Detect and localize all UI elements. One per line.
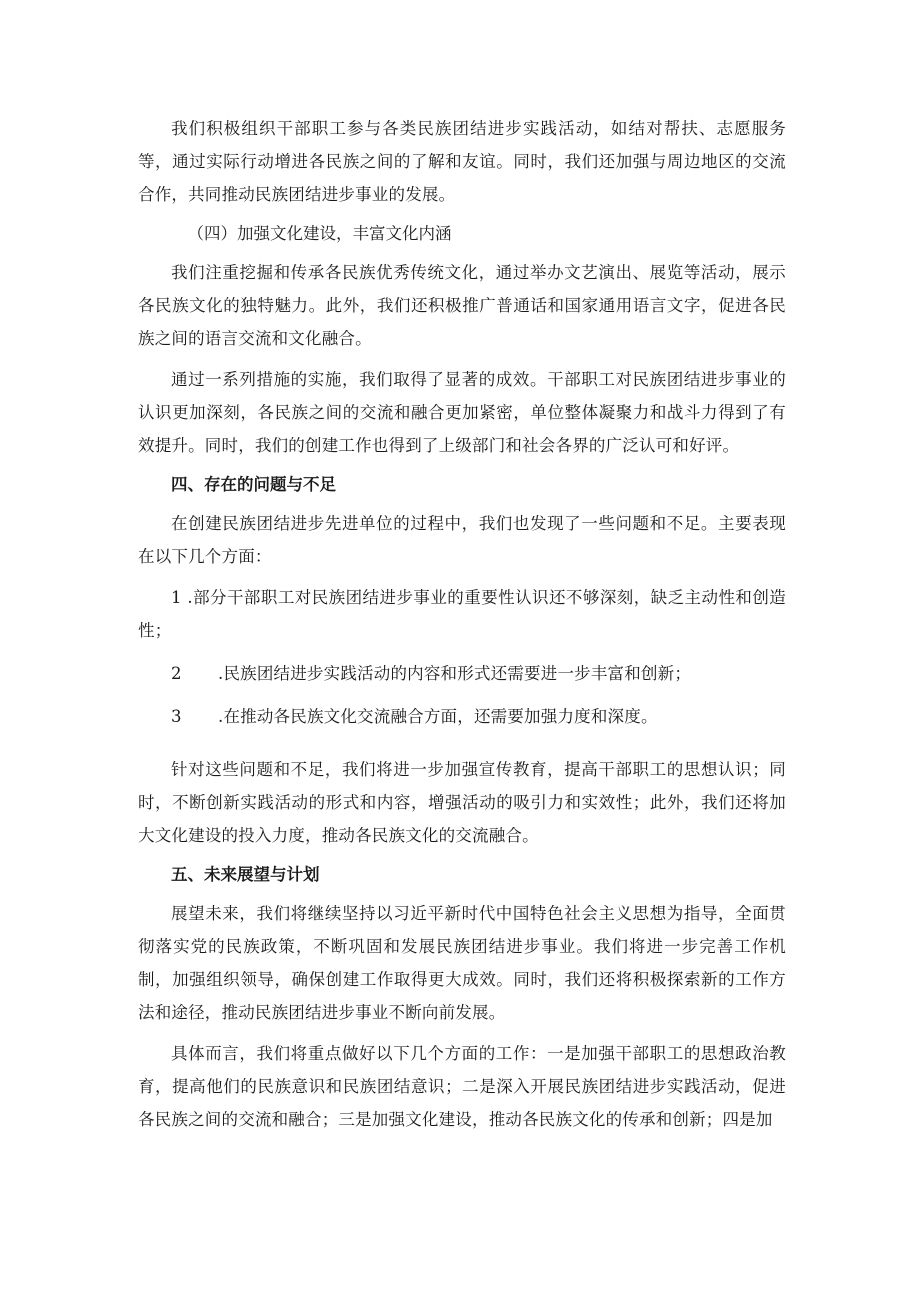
paragraph-achievements: 通过一系列措施的实施，我们取得了显著的成效。干部职工对民族团结进步事业的认识更加深刻，各民族之间的交流和融合更加紧密，单位整体凝聚力和战斗力得到了有效提升。同时，我们的创建工作也得到了上级部门和社会各界的广泛认可和好评。 <box>138 370 786 455</box>
list-item-text: .民族团结进步实践活动的内容和形式还需要进一步丰富和创新； <box>218 664 692 683</box>
list-item-number: 3 <box>171 707 182 726</box>
list-item-text: .部分干部职工对民族团结进步事业的重要性认识还不够深刻，缺乏主动性和创造性； <box>138 588 786 640</box>
section-heading-problems: 四、存在的问题与不足 <box>171 475 336 494</box>
paragraph-culture-heritage: 我们注重挖掘和传承各民族优秀传统文化，通过举办文艺演出、展览等活动，展示各民族文化的独特魅力。此外，我们还积极推广普通话和国家通用语言文字，促进各民族之间的语言交流和文化融合。 <box>138 263 786 348</box>
paragraph-specific-work: 具体而言，我们将重点做好以下几个方面的工作：一是加强干部职工的思想政治教育，提高他们的民族意识和民族团结意识；二是深入开展民族团结进步实践活动，促进各民族之间的交流和融合；三是加强文化建设，推动各民族文化的传承和创新；四是加 <box>138 1044 786 1129</box>
list-item-number: 1 <box>171 588 182 607</box>
paragraph-improvement-measures: 针对这些问题和不足，我们将进一步加强宣传教育，提高干部职工的思想认识；同时，不断创新实践活动的形式和内容，增强活动的吸引力和实效性；此外，我们还将加大文化建设的投入力度，推动各民族文化的交流融合。 <box>138 760 786 845</box>
paragraph-practice-activities: 我们积极组织干部职工参与各类民族团结进步实践活动，如结对帮扶、志愿服务等，通过实际行动增进各民族之间的了解和友谊。同时，我们还加强与周边地区的交流合作，共同推动民族团结进步事业的发展。 <box>138 119 786 204</box>
list-item <box>138 700 786 733</box>
document-body <box>138 112 786 1136</box>
paragraph-outlook: 展望未来，我们将继续坚持以习近平新时代中国特色社会主义思想为指导，全面贯彻落实党的民族政策，不断巩固和发展民族团结进步事业。我们将进一步完善工作机制，加强组织领导，确保创建工作取得更大成效。同时，我们还将积极探索新的工作方法和途径，推动民族团结进步事业不断向前发展。 <box>138 904 786 1022</box>
section-heading-future-plans: 五、未来展望与计划 <box>171 865 320 884</box>
list-item-text: .在推动各民族文化交流融合方面，还需要加强力度和深度。 <box>218 707 658 726</box>
list-item-number: 2 <box>171 664 182 683</box>
list-item <box>138 581 786 647</box>
problems-list <box>138 581 786 733</box>
subheading-culture-building: （四）加强文化建设，丰富文化内涵 <box>187 224 452 243</box>
paragraph-problems-intro: 在创建民族团结进步先进单位的过程中，我们也发现了一些问题和不足。主要表现在以下几个方面： <box>138 514 786 566</box>
list-item <box>138 657 786 690</box>
